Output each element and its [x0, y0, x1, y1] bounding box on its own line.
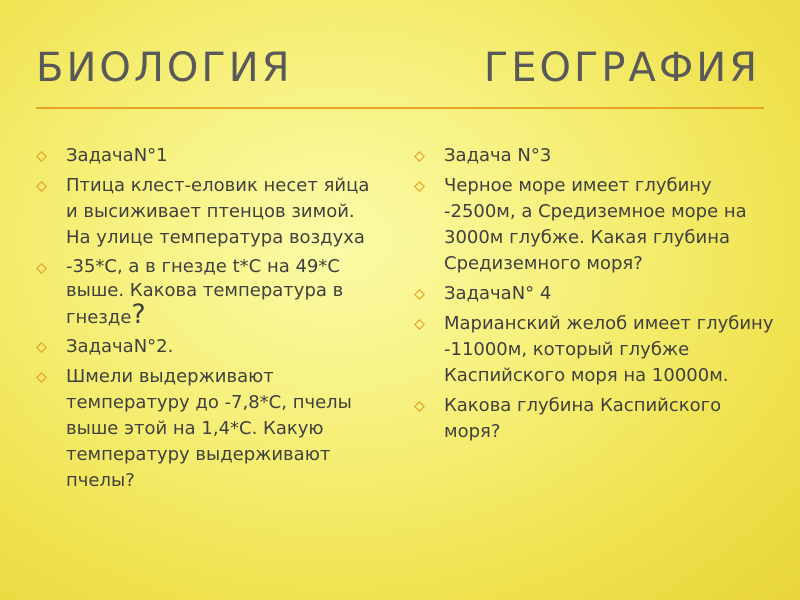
list-item: [36, 173, 376, 251]
list-item: [36, 143, 376, 169]
diamond-bullet-icon: [414, 181, 425, 192]
list-item: [36, 255, 376, 330]
list-item: [414, 281, 774, 307]
list-item-text: Задача N°3: [444, 145, 552, 166]
diamond-bullet-icon: [36, 181, 47, 192]
list-item-text: Шмели выдерживают температуру до -7,8*С, пчелы выше этой на 1,4*С. Какую температуру выдерживают пчелы?: [66, 366, 352, 491]
diamond-bullet-icon: [414, 151, 425, 162]
list-item-text: ЗадачаN°2.: [66, 336, 174, 357]
geography-task-list: [414, 143, 774, 449]
list-item: [414, 173, 774, 277]
slide-title: [36, 45, 766, 91]
list-item-text: -35*C, а в гнезде t*C на 49*C выше. Какова температура в гнезде: [66, 256, 344, 328]
list-item: [36, 334, 376, 360]
question-mark: ?: [131, 299, 146, 330]
diamond-bullet-icon: [414, 319, 425, 330]
diamond-bullet-icon: [36, 342, 47, 353]
list-item-text: Черное море имеет глубину -2500м, а Средиземное море на 3000м глубже. Какая глубина Средиземного моря?: [444, 175, 747, 274]
title-divider: [36, 107, 764, 109]
title-geography: ГЕОГРАФИЯ: [483, 45, 760, 91]
list-item: [414, 143, 774, 169]
list-item-text: Какова глубина Каспийского моря?: [444, 395, 722, 442]
list-item: [36, 364, 376, 494]
diamond-bullet-icon: [414, 289, 425, 300]
list-item-text: Птица клест-еловик несет яйца и высиживает птенцов зимой. На улице температура воздуха: [66, 175, 370, 248]
title-biology: БИОЛОГИЯ: [36, 45, 293, 91]
list-item-text: Марианский желоб имеет глубину -11000м, который глубже Каспийского моря на 10000м.: [444, 313, 774, 386]
list-item-text: ЗадачаN° 4: [444, 283, 552, 304]
diamond-bullet-icon: [36, 151, 47, 162]
biology-task-list: [36, 143, 376, 498]
diamond-bullet-icon: [36, 263, 47, 274]
list-item: [414, 393, 774, 445]
list-item-text: ЗадачаN°1: [66, 145, 168, 166]
list-item: [414, 311, 774, 389]
diamond-bullet-icon: [36, 372, 47, 383]
diamond-bullet-icon: [414, 401, 425, 412]
